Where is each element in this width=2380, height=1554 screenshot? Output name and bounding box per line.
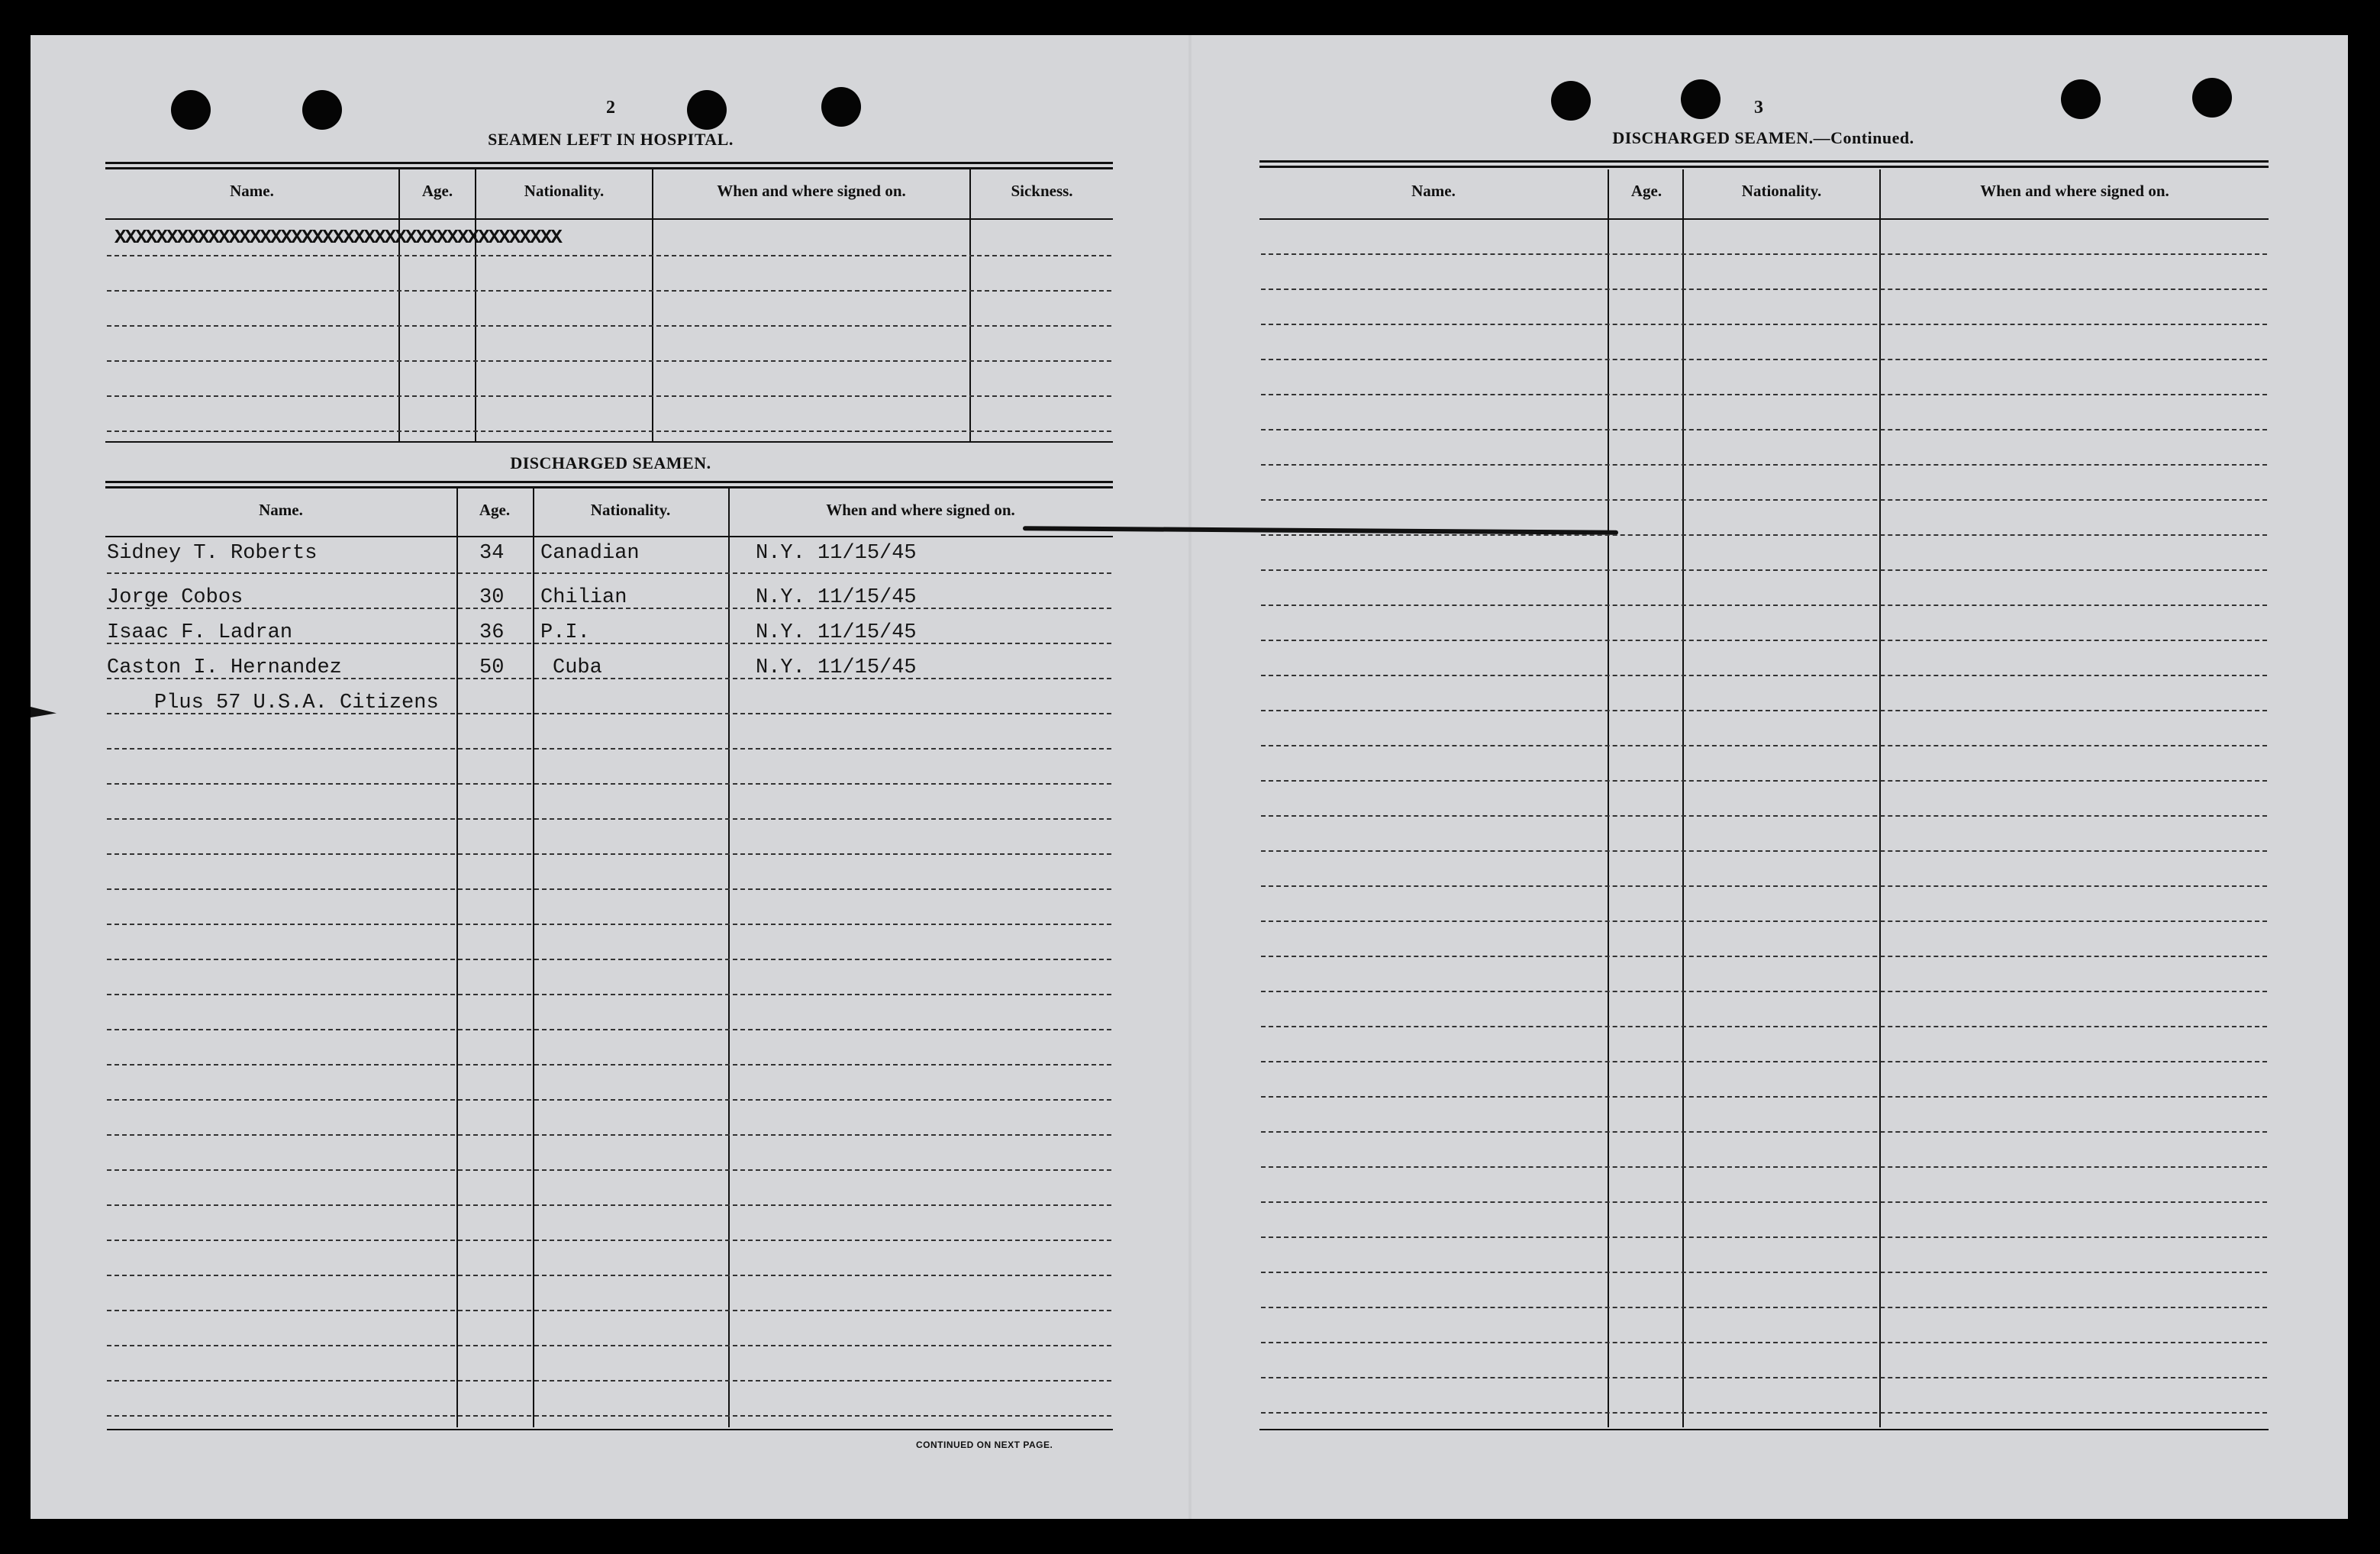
discharged-row-line <box>107 1099 1111 1101</box>
seaman-name-3: Isaac F. Ladran <box>107 621 293 644</box>
punch-hole <box>687 90 727 130</box>
discharged-section-title: DISCHARGED SEAMEN. <box>510 453 711 472</box>
page-fold <box>1188 35 1192 1519</box>
right-row-line <box>1261 1061 2267 1062</box>
discharged-header-nationality: Nationality. <box>590 501 671 519</box>
discharged-header-name: Name. <box>259 501 303 519</box>
discharged-continued-title: DISCHARGED SEAMEN.—Continued. <box>1612 128 1914 147</box>
discharged-row-line <box>107 853 1111 855</box>
hospital-section-title: SEAMEN LEFT IN HOSPITAL. <box>488 130 734 149</box>
hospital-row-line <box>107 255 1111 256</box>
discharged-header-age: Age. <box>479 501 511 519</box>
discharged-row-line <box>107 1345 1111 1346</box>
right-row-line <box>1261 885 2267 887</box>
discharged-col-divider <box>533 488 534 1427</box>
right-row-line <box>1261 1096 2267 1098</box>
right-row-line <box>1261 253 2267 255</box>
right-row-line <box>1261 464 2267 466</box>
right-row-line <box>1261 1412 2267 1414</box>
punch-hole <box>1681 79 1721 119</box>
right-row-line <box>1261 1166 2267 1168</box>
discharged-row-line <box>107 818 1111 820</box>
discharged-row-line <box>107 1310 1111 1311</box>
discharged-row-line <box>107 1415 1111 1417</box>
continued-footer: CONTINUED ON NEXT PAGE. <box>916 1440 1053 1450</box>
citizens-note: Plus 57 U.S.A. Citizens <box>154 692 439 714</box>
right-row-line <box>1261 429 2267 430</box>
hospital-header-signed-on: When and where signed on. <box>717 182 906 200</box>
discharged-row-line <box>107 748 1111 750</box>
right-row-line <box>1261 605 2267 606</box>
right-row-line <box>1261 1307 2267 1308</box>
page-number-left: 2 <box>606 98 615 118</box>
seaman-signed-on-3: N.Y. 11/15/45 <box>756 621 917 644</box>
hospital-col-divider <box>398 169 400 441</box>
discharged-row-line <box>107 1064 1111 1066</box>
right-row-line <box>1261 780 2267 782</box>
seaman-signed-on-1: N.Y. 11/15/45 <box>756 542 917 565</box>
seaman-signed-on-2: N.Y. 11/15/45 <box>756 586 917 609</box>
punch-hole <box>821 87 861 127</box>
right-row-line <box>1261 359 2267 360</box>
discharged-row-line <box>107 783 1111 785</box>
seaman-nationality-3: P.I. <box>540 621 590 644</box>
right-row-line <box>1261 991 2267 992</box>
page-number-right: 3 <box>1754 98 1763 118</box>
right-header-name: Name. <box>1411 182 1456 200</box>
right-row-line <box>1261 1236 2267 1238</box>
discharged-col-divider <box>728 488 730 1427</box>
seaman-nationality-4: Cuba <box>553 656 602 679</box>
punch-hole <box>2192 78 2232 118</box>
right-row-line <box>1261 1131 2267 1133</box>
discharged-row-line <box>107 1240 1111 1241</box>
seaman-nationality-2: Chilian <box>540 586 627 609</box>
hospital-table-top-rule <box>105 162 1113 169</box>
discharged-row-line <box>107 1029 1111 1030</box>
discharged-bottom-rule <box>107 1429 1113 1430</box>
right-row-line <box>1261 1201 2267 1203</box>
discharged-row-line <box>107 1134 1111 1136</box>
punch-hole <box>1551 81 1591 121</box>
right-bottom-rule <box>1259 1429 2269 1430</box>
discharged-table-top-rule <box>105 481 1113 488</box>
right-row-line <box>1261 710 2267 711</box>
hospital-header-sickness: Sickness. <box>1011 182 1073 200</box>
seaman-age-2: 30 <box>479 586 505 609</box>
discharged-row-line <box>107 994 1111 995</box>
discharged-row-line <box>107 572 1111 574</box>
discharged-row-line <box>107 1275 1111 1276</box>
hospital-header-age: Age. <box>421 182 453 200</box>
discharged-col-divider <box>456 488 458 1427</box>
right-row-line <box>1261 640 2267 641</box>
right-row-line <box>1261 1026 2267 1027</box>
right-header-signed-on: When and where signed on. <box>1980 182 2169 200</box>
discharged-row-line <box>107 1204 1111 1206</box>
hospital-col-divider <box>652 169 653 441</box>
right-row-line <box>1261 956 2267 957</box>
punch-hole <box>302 90 342 130</box>
right-row-line <box>1261 499 2267 501</box>
right-header-nationality: Nationality. <box>1741 182 1822 200</box>
right-row-line <box>1261 324 2267 325</box>
hospital-col-divider <box>969 169 971 441</box>
right-row-line <box>1261 745 2267 746</box>
seaman-age-4: 50 <box>479 656 505 679</box>
hospital-row-line <box>107 395 1111 397</box>
seaman-age-3: 36 <box>479 621 505 644</box>
discharged-row-line <box>107 924 1111 925</box>
seaman-name-1: Sidney T. Roberts <box>107 542 318 565</box>
hospital-row-line <box>107 360 1111 362</box>
right-table-top-rule <box>1259 160 2269 168</box>
discharged-header-signed-on: When and where signed on. <box>826 501 1015 519</box>
discharged-row-line <box>107 1380 1111 1382</box>
right-row-line <box>1261 850 2267 852</box>
discharged-row-line <box>107 959 1111 960</box>
hospital-header-nationality: Nationality. <box>524 182 605 200</box>
seaman-name-4: Caston I. Hernandez <box>107 656 342 679</box>
hospital-struck-entry: XXXXXXXXXXXXXXXXXXXXXXXXXXXXXXXXXXXXXXXXXXX <box>114 226 561 249</box>
hospital-header-name: Name. <box>230 182 274 200</box>
hospital-row-line <box>107 430 1111 432</box>
hospital-col-divider <box>475 169 476 441</box>
punch-hole <box>2061 79 2101 119</box>
right-row-line <box>1261 920 2267 922</box>
right-row-line <box>1261 289 2267 290</box>
hospital-bottom-rule <box>105 441 1113 443</box>
discharged-header-rule <box>105 536 1113 537</box>
seaman-nationality-1: Canadian <box>540 542 640 565</box>
discharged-row-line <box>107 888 1111 890</box>
discharged-row-line <box>107 1169 1111 1171</box>
hospital-row-line <box>107 325 1111 327</box>
right-header-age: Age. <box>1630 182 1662 200</box>
right-row-line <box>1261 815 2267 817</box>
hospital-row-line <box>107 290 1111 292</box>
right-row-line <box>1261 569 2267 571</box>
right-row-line <box>1261 534 2267 536</box>
right-row-line <box>1261 394 2267 395</box>
right-row-line <box>1261 1342 2267 1343</box>
right-header-rule <box>1259 218 2269 220</box>
right-row-line <box>1261 675 2267 676</box>
right-row-line <box>1261 1272 2267 1273</box>
seaman-name-2: Jorge Cobos <box>107 586 243 609</box>
seaman-age-1: 34 <box>479 542 505 565</box>
punch-hole <box>171 90 211 130</box>
right-row-line <box>1261 1377 2267 1378</box>
hospital-header-rule <box>105 218 1113 220</box>
seaman-signed-on-4: N.Y. 11/15/45 <box>756 656 917 679</box>
